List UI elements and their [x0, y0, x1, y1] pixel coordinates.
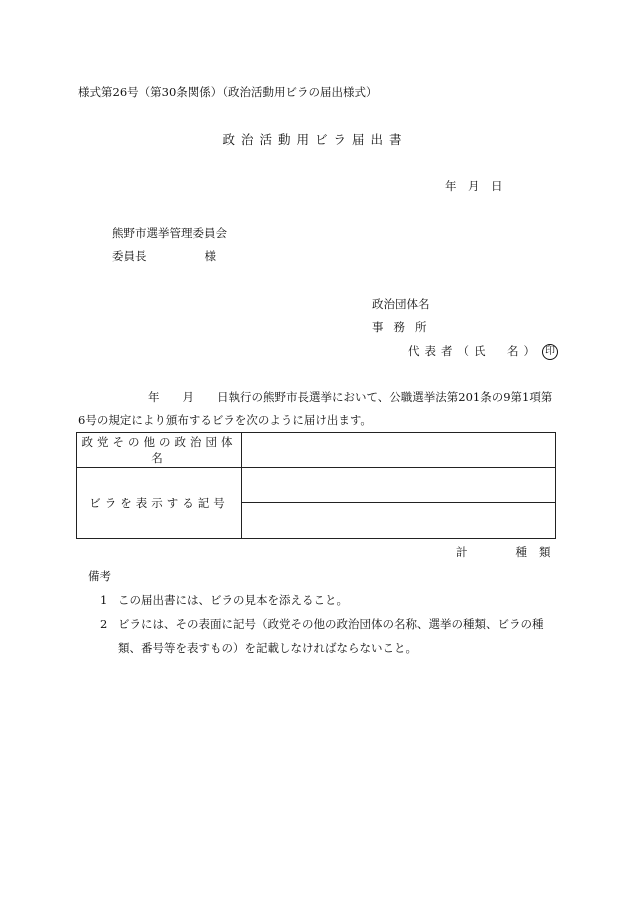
body-text-line-1: 年 月 日執行の熊野市長選挙において、公職選挙法第201条の9第1項第	[148, 390, 553, 404]
count-line	[456, 544, 563, 560]
symbol-input-cell-2[interactable]	[242, 503, 556, 539]
remark-text: この届出書には、ビラの見本を添えること。	[118, 593, 348, 607]
remark-number: 2	[100, 617, 108, 631]
addressee-committee: 熊野市選挙管理委員会	[112, 226, 227, 240]
seal-mark: 印	[542, 344, 558, 360]
representative-label: 代表者（氏 名）	[408, 344, 540, 358]
symbol-row-label: ビラを表示する記号	[77, 468, 242, 539]
remark-item-2-continued: 類、番号等を表すもの）を記載しなければならないこと。	[118, 641, 417, 655]
org-name-label: 政治団体名	[372, 297, 430, 311]
addressee-honorific: 様	[204, 249, 216, 263]
representative-line	[408, 343, 558, 360]
body-text-line-2: 6号の規定により頒布するビラを次のように届け出ます。	[78, 413, 372, 427]
remark-item-2	[100, 616, 544, 632]
addressee-chair-title: 委員長	[112, 249, 147, 263]
remark-number: 1	[100, 593, 108, 607]
office-label: 事務所	[372, 320, 437, 334]
form-number: 様式第26号（第30条関係）（政治活動用ビラの届出様式）	[78, 85, 378, 99]
document-title: 政治活動用ビラ届出書	[222, 132, 408, 147]
remark-text: ビラには、その表面に記号（政党その他の政治団体の名称、選挙の種類、ビラの種	[118, 617, 544, 631]
form-table	[76, 432, 556, 539]
count-types-label: 種類	[515, 545, 563, 559]
addressee-chair	[112, 248, 216, 264]
count-total-label: 計	[456, 545, 468, 559]
org-name-row-label: 政党その他の政治団体名	[77, 433, 242, 468]
remark-item-1	[100, 592, 348, 608]
date-line: 年 月 日	[445, 179, 503, 193]
symbol-input-cell-1[interactable]	[242, 468, 556, 503]
org-name-input-cell[interactable]	[242, 433, 556, 468]
remarks-title: 備考	[88, 569, 111, 583]
